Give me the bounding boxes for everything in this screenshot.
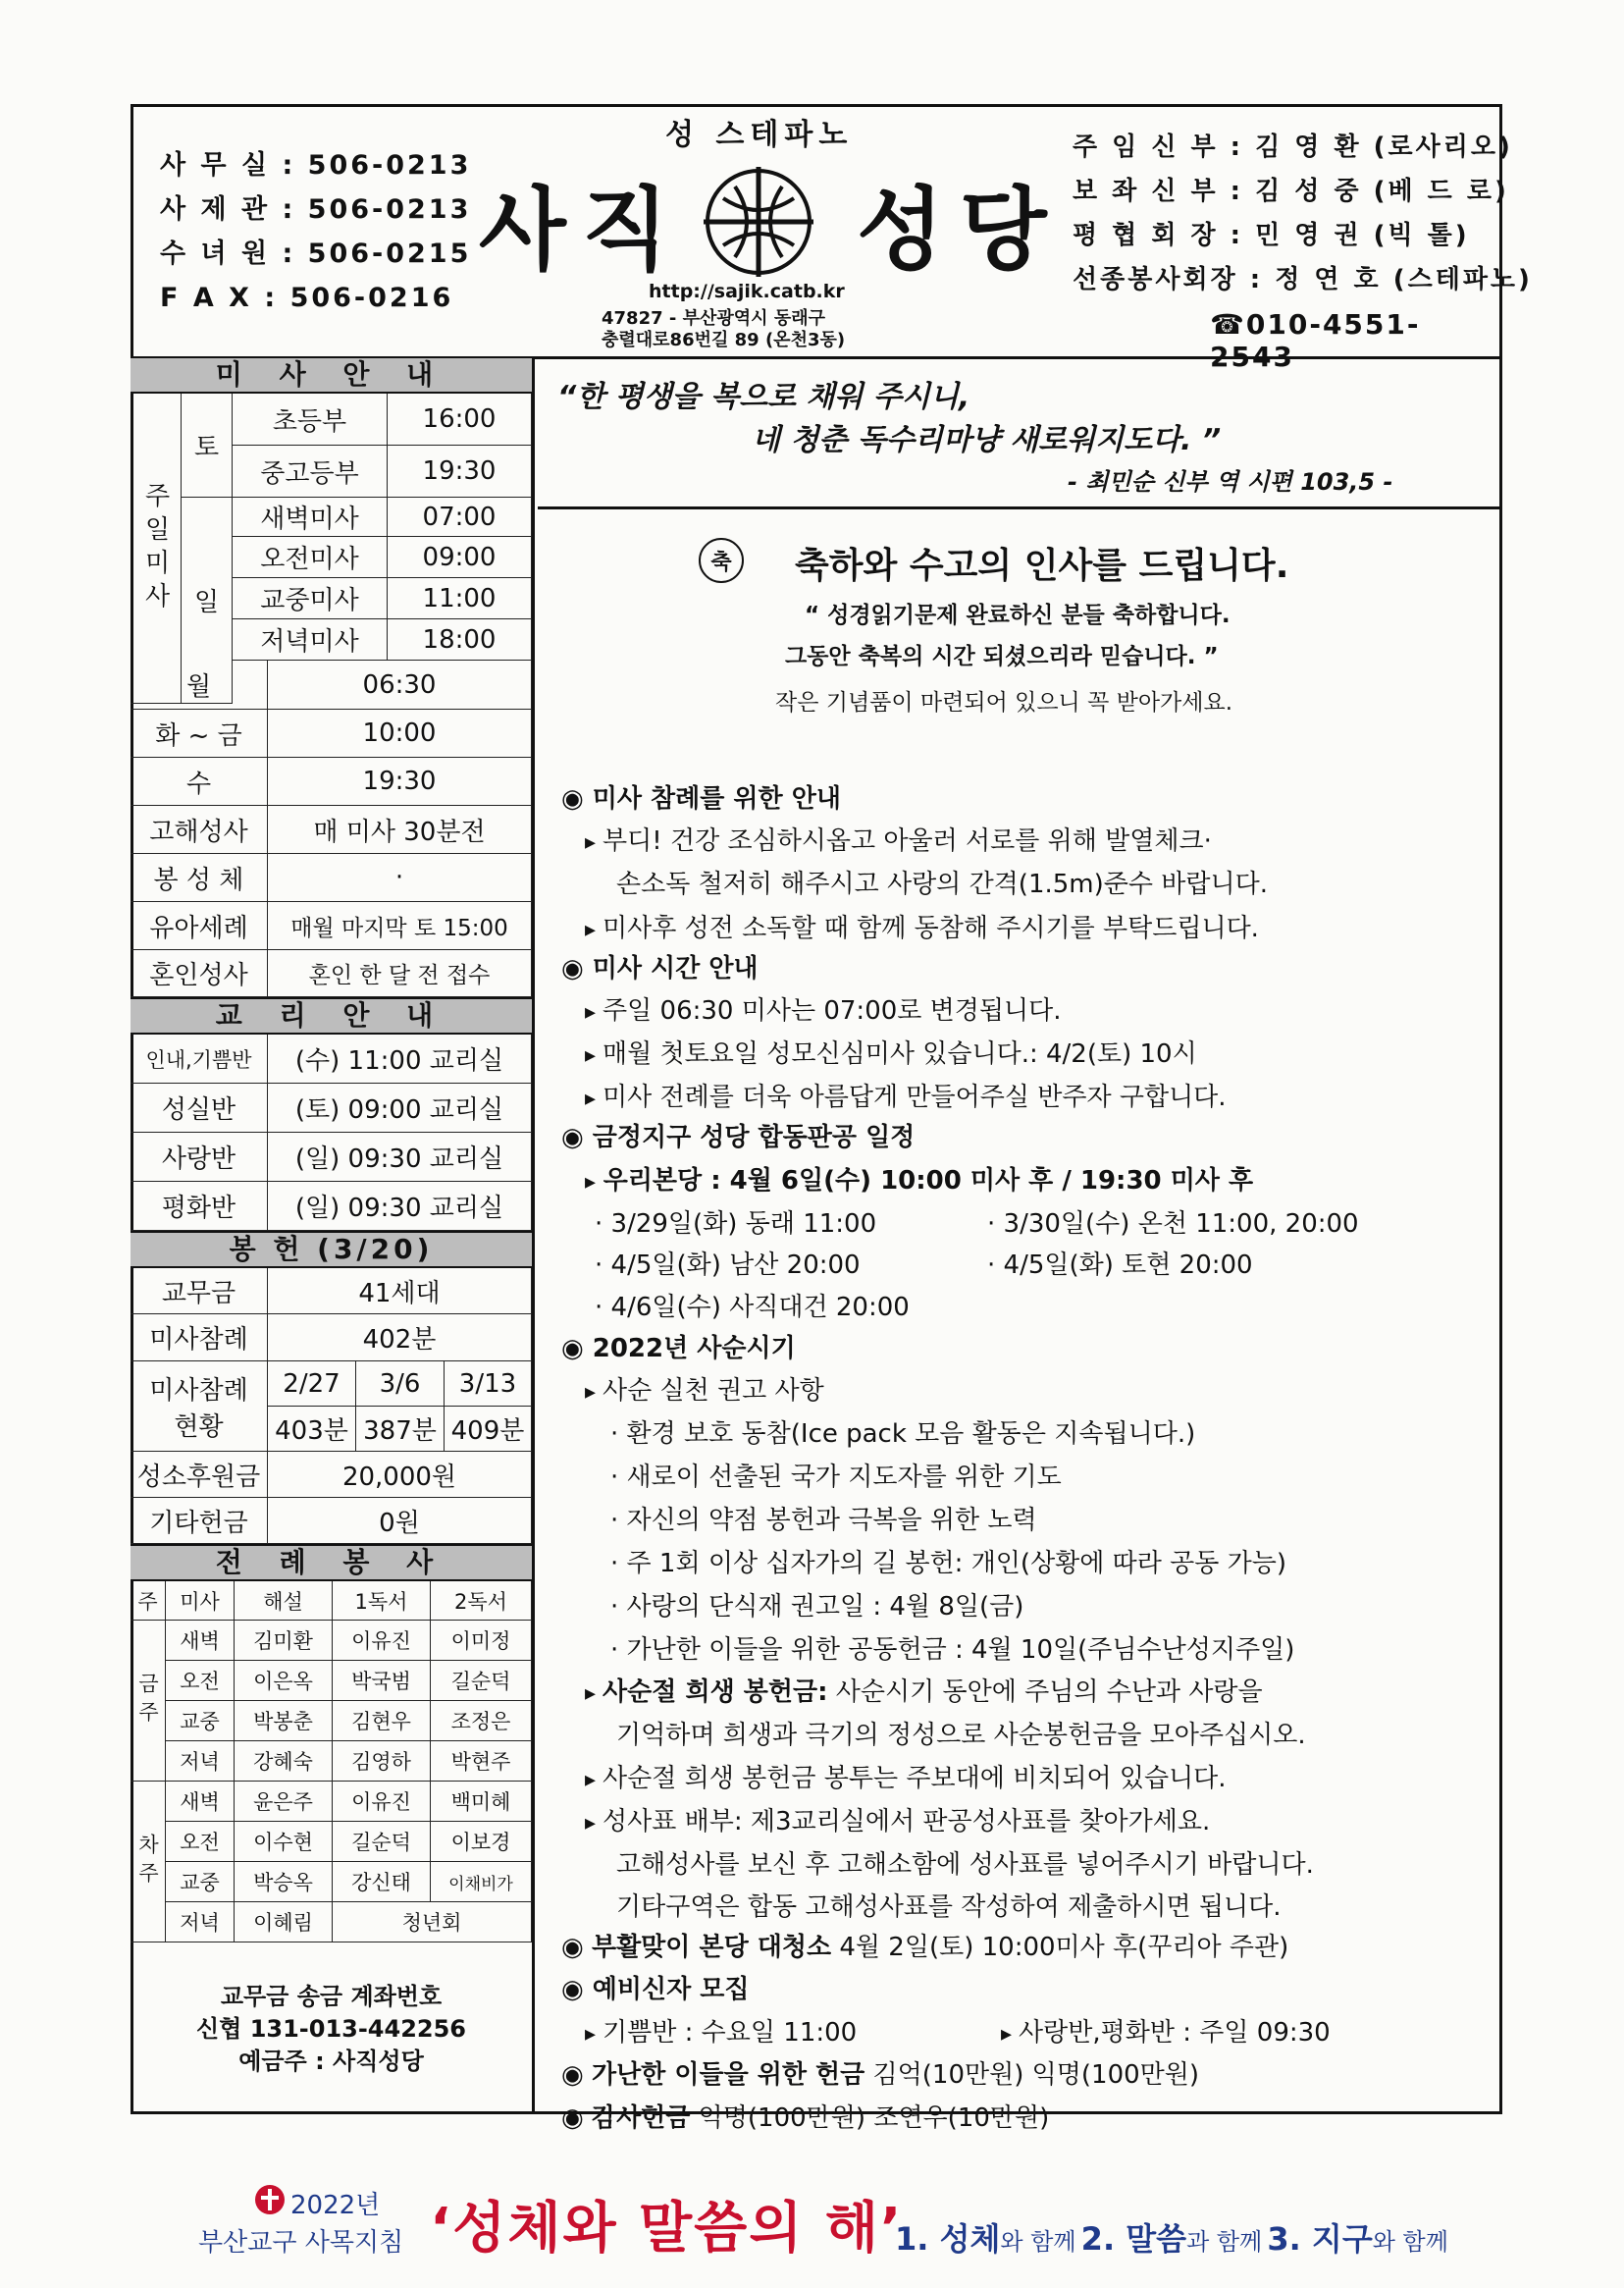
next-week-label: 차주 [131, 1782, 166, 1942]
offering-label: 성소후원금 [131, 1452, 268, 1498]
scripture-quote [538, 356, 1502, 509]
contact-fax: F A X : 506-0216 [160, 283, 454, 313]
lent-item: · 주 1회 이상 십자가의 길 봉헌: 개인(상황에 따라 공동 가능) [610, 1549, 1287, 1578]
class-time: (일) 09:30 교리실 [268, 1133, 532, 1182]
sunday-label: 일 [182, 498, 233, 704]
commentator: 윤은주 [235, 1782, 333, 1822]
mass-slot: 저녁 [166, 1902, 235, 1942]
sacrament-value: 혼인 한 달 전 접수 [268, 950, 532, 997]
notice-item: ▸ 성사표 배부: 제3교리실에서 판공성사표를 찾아가세요. [585, 1801, 1210, 1837]
mass-time: 07:00 [388, 498, 532, 537]
catechism-heading: 교 리 안 내 [131, 997, 532, 1035]
quote-source: - 최민순 신부 역 시편 103,5 - [1068, 468, 1393, 496]
reader-1: 길순덕 [333, 1822, 431, 1862]
notice-item: ▸ 기쁨반 : 수요일 11:00 [585, 2012, 857, 2049]
contact-office: 사 무 실 : 506-0213 [160, 150, 472, 181]
reader-2: 이보경 [431, 1822, 532, 1862]
offering-value: 402분 [268, 1314, 532, 1361]
offering-heading: 봉 헌 (3/20) [131, 1231, 532, 1268]
mass-slot: 새벽 [166, 1621, 235, 1661]
lent-item: · 환경 보호 동참(Ice pack 모음 활동은 지속됩니다.) [610, 1419, 1196, 1449]
reader-1: 박국범 [333, 1661, 431, 1701]
notice-item: 기타구역은 합동 고해성사표를 작성하여 제출하시면 됩니다. [616, 1892, 1282, 1922]
this-week-label: 금주 [131, 1621, 166, 1782]
saturday-label: 토 [182, 394, 233, 498]
commentator: 박승옥 [235, 1862, 333, 1902]
commentator: 이은옥 [235, 1661, 333, 1701]
mass-slot: 교중 [166, 1862, 235, 1902]
left-sidebar [131, 356, 535, 2113]
reader-1: 김현우 [333, 1701, 431, 1741]
pastor: 주 임 신 부 : 김 영 환 (로사리오) [1073, 133, 1513, 162]
footer-year: 2022년 [290, 2191, 381, 2220]
notice-item: 손소독 철저히 해주시고 사랑의 간격(1.5m)준수 바랍니다. [616, 870, 1268, 899]
offering-value: 41세대 [268, 1268, 532, 1314]
clergy-list [1073, 126, 1533, 302]
sacrament-label: 유아세례 [131, 902, 268, 950]
parish-address: 47827 - 부산광역시 동래구 충렬대로86번길 89 (온천3동) [602, 308, 846, 350]
attendance-date: 2/27 [268, 1361, 356, 1407]
notice-item: ▸ 미사 전례를 더욱 아름답게 만들어주실 반주자 구합니다. [585, 1077, 1227, 1113]
lent-item: · 사랑의 단식재 권고일 : 4월 8일(금) [610, 1592, 1024, 1622]
weekday-label: 월 [131, 661, 268, 710]
notice-heading: ◉ 가난한 이들을 위한 헌금 김억(10만원) 익명(100만원) [561, 2054, 1199, 2091]
offering-label: 교무금 [131, 1268, 268, 1314]
weekday-label: 화 ~ 금 [131, 710, 268, 758]
bulletin-header [131, 104, 1533, 373]
weekday-time: 06:30 [268, 661, 532, 710]
weekday-time: 10:00 [268, 710, 532, 758]
notice-item: ▸ 사순절 희생 봉헌금: 사순시기 동안에 주님의 수난과 사랑을 [585, 1672, 1263, 1708]
quote-line-1: “한 평생을 복으로 채워 주시니, [557, 380, 970, 414]
sacrament-label: 혼인성사 [131, 950, 268, 997]
mass-time: 19:30 [388, 446, 532, 498]
council-president: 평 협 회 장 : 민 영 권 (빅 톨) [1073, 221, 1470, 250]
schedule-item: · 4/5일(화) 남산 20:00 [595, 1250, 861, 1280]
mass-slot: 새벽 [166, 1782, 235, 1822]
lent-item: · 가난한 이들을 위한 공동헌금 : 4월 10일(주님수난성지주일) [610, 1635, 1295, 1665]
notice-heading: ◉ 미사 시간 안내 [561, 948, 759, 984]
notice-heading: ◉ 부활맞이 본당 대청소 4월 2일(토) 10:00미사 후(꾸리아 주관) [561, 1927, 1288, 1963]
congrats-title: 축하와 수고의 인사를 드립니다. [795, 546, 1289, 586]
attendance-count: 409분 [445, 1407, 532, 1452]
sacrament-label: 고해성사 [131, 806, 268, 854]
reader-2: 이채비가 [431, 1862, 532, 1902]
diocese-logo-icon [253, 2183, 287, 2216]
offering-label: 미사참례 [131, 1314, 268, 1361]
mass-time: 11:00 [388, 578, 532, 619]
notice-item: ▸ 매월 첫토요일 성모신심미사 있습니다.: 4/2(토) 10시 [585, 1034, 1197, 1070]
schedule-item: · 4/5일(화) 토현 20:00 [987, 1250, 1253, 1280]
col-header: 미사 [166, 1581, 235, 1621]
sacrament-value: · [268, 854, 532, 902]
youth-group: 청년회 [333, 1902, 532, 1942]
mass-time: 16:00 [388, 394, 532, 446]
mass-guide-heading: 미 사 안 내 [131, 356, 532, 394]
weekday-time: 19:30 [268, 758, 532, 806]
commentator: 이혜림 [235, 1902, 333, 1942]
commentator: 김미환 [235, 1621, 333, 1661]
notice-item: ▸ 미사후 성전 소독할 때 함께 동참해 주시기를 부탁드립니다. [585, 908, 1259, 944]
parish-url[interactable]: http://sajik.catb.kr [649, 281, 845, 302]
footer-pillars: 1. 성체와 함께 2. 말씀과 함께 3. 지구와 함께 [895, 2220, 1448, 2258]
offering-value: 0원 [268, 1498, 532, 1544]
sunday-mass-label: 주일미사 [131, 394, 182, 704]
mass-name: 초등부 [233, 394, 388, 446]
sacrament-value: 매 미사 30분전 [268, 806, 532, 854]
mass-name: 중고등부 [233, 446, 388, 498]
attendance-label: 미사참례 현황 [131, 1361, 268, 1452]
congrats-line: “ 성경읽기문제 완료하신 분들 축하합니다. [805, 603, 1231, 628]
col-header: 주 [131, 1581, 166, 1621]
reader-2: 조정은 [431, 1701, 532, 1741]
notice-heading: ◉ 2022년 사순시기 [561, 1328, 796, 1364]
notice-item: ▸ 사순 실천 권고 사항 [585, 1370, 824, 1407]
parish-title-1: 사직 [479, 178, 685, 283]
notice-item: ▸ 사랑반,평화반 : 주일 09:30 [1001, 2012, 1331, 2049]
notice-item: 기억하며 희생과 극기의 정성으로 사순봉헌금을 모아주십시오. [616, 1721, 1306, 1750]
offering-value: 20,000원 [268, 1452, 532, 1498]
reader-1: 이유진 [333, 1782, 431, 1822]
notice-heading: ◉ 금정지구 성당 합동판공 일정 [561, 1117, 915, 1153]
attendance-count: 387분 [356, 1407, 445, 1452]
mass-time: 18:00 [388, 619, 532, 661]
liturgy-heading: 전 례 봉 사 [131, 1544, 532, 1581]
lent-item: · 새로이 선출된 국가 지도자를 위한 기도 [610, 1463, 1062, 1492]
parish-cross-logo-icon [700, 163, 817, 281]
mass-name: 오전미사 [233, 537, 388, 578]
attendance-count: 403분 [268, 1407, 356, 1452]
weekday-label: 수 [131, 758, 268, 806]
notice-heading: ◉ 감사헌금 익명(100만원) 조연우(10만원) [561, 2098, 1049, 2134]
notice-heading: ◉ 예비신자 모집 [561, 1969, 750, 2005]
class-name: 평화반 [131, 1182, 268, 1231]
congrats-line: 작은 기념품이 마련되어 있으니 꼭 받아가세요. [775, 690, 1233, 716]
parish-patron: 성 스테파노 [665, 118, 854, 152]
class-name: 성실반 [131, 1084, 268, 1133]
class-time: (일) 09:30 교리실 [268, 1182, 532, 1231]
attendance-date: 3/6 [356, 1361, 445, 1407]
congrats-badge-icon: 축 [699, 538, 744, 583]
reader-2: 이미정 [431, 1621, 532, 1661]
notice-item: ▸ 우리본당 : 4월 6일(수) 10:00 미사 후 / 19:30 미사 후 [585, 1160, 1253, 1197]
col-header: 해설 [235, 1581, 333, 1621]
congrats-line: 그동안 축복의 시간 되셨으리라 믿습니다. ” [785, 644, 1219, 669]
commentator: 박봉춘 [235, 1701, 333, 1741]
mass-time: 09:00 [388, 537, 532, 578]
parish-title-2: 성당 [857, 178, 1063, 283]
funeral-ministry-head: 선종봉사회장 : 정 연 호 (스테파노) [1073, 265, 1533, 294]
notice-heading: ◉ 미사 참례를 위한 안내 [561, 778, 841, 815]
class-time: (수) 11:00 교리실 [268, 1035, 532, 1084]
schedule-item: · 4/6일(수) 사직대건 20:00 [595, 1293, 910, 1322]
contact-list [160, 143, 471, 320]
reader-2: 백미혜 [431, 1782, 532, 1822]
commentator: 이수현 [235, 1822, 333, 1862]
notice-item: ▸ 사순절 희생 봉헌금 봉투는 주보대에 비치되어 있습니다. [585, 1758, 1227, 1794]
class-name: 사랑반 [131, 1133, 268, 1182]
mass-slot: 오전 [166, 1822, 235, 1862]
bank-account-info: 교무금 송금 계좌번호 신협 131-013-442256 예금주 : 사직성당 [195, 1983, 467, 2075]
reader-1: 이유진 [333, 1621, 431, 1661]
sacrament-value: 매월 마지막 토 15:00 [268, 902, 532, 950]
quote-line-2: 네 청춘 독수리마냥 새로워지도다. ” [752, 423, 1222, 457]
parish-phone: ☎010-4551-2543 [1210, 308, 1421, 373]
mass-slot: 오전 [166, 1661, 235, 1701]
reader-2: 길순덕 [431, 1661, 532, 1701]
mass-name: 저녁미사 [233, 619, 388, 661]
notice-item: ▸ 부디! 건강 조심하시옵고 아울러 서로를 위해 발열체크· [585, 821, 1212, 857]
contact-rectory: 사 제 관 : 506-0213 [160, 194, 472, 225]
class-name: 인내,기쁨반 [131, 1035, 268, 1084]
lent-item: · 자신의 약점 봉헌과 극복을 위한 노력 [610, 1506, 1037, 1535]
offering-label: 기타헌금 [131, 1498, 268, 1544]
sacrament-label: 봉 성 체 [131, 854, 268, 902]
notice-item: 고해성사를 보신 후 고해소함에 성사표를 넣어주시기 바랍니다. [616, 1850, 1314, 1880]
footer-org: 부산교구 사목지침 [198, 2228, 404, 2258]
col-header: 2독서 [431, 1581, 532, 1621]
reader-1: 김영하 [333, 1741, 431, 1782]
reader-2: 박현주 [431, 1741, 532, 1782]
attendance-date: 3/13 [445, 1361, 532, 1407]
mass-slot: 저녁 [166, 1741, 235, 1782]
class-time: (토) 09:00 교리실 [268, 1084, 532, 1133]
commentator: 강혜숙 [235, 1741, 333, 1782]
mass-name: 교중미사 [233, 578, 388, 619]
assistant-priest: 보 좌 신 부 : 김 성 중 (베 드 로) [1073, 177, 1509, 206]
mass-slot: 교중 [166, 1701, 235, 1741]
contact-convent: 수 녀 원 : 506-0215 [160, 239, 472, 269]
schedule-item: · 3/30일(수) 온천 11:00, 20:00 [987, 1209, 1359, 1239]
schedule-item: · 3/29일(화) 동래 11:00 [595, 1209, 877, 1239]
col-header: 1독서 [333, 1581, 431, 1621]
footer-slogan: ‘성체와 말씀의 해’ [430, 2197, 904, 2261]
notice-item: ▸ 주일 06:30 미사는 07:00로 변경됩니다. [585, 990, 1062, 1027]
reader-1: 강신태 [333, 1862, 431, 1902]
mass-name: 새벽미사 [233, 498, 388, 537]
